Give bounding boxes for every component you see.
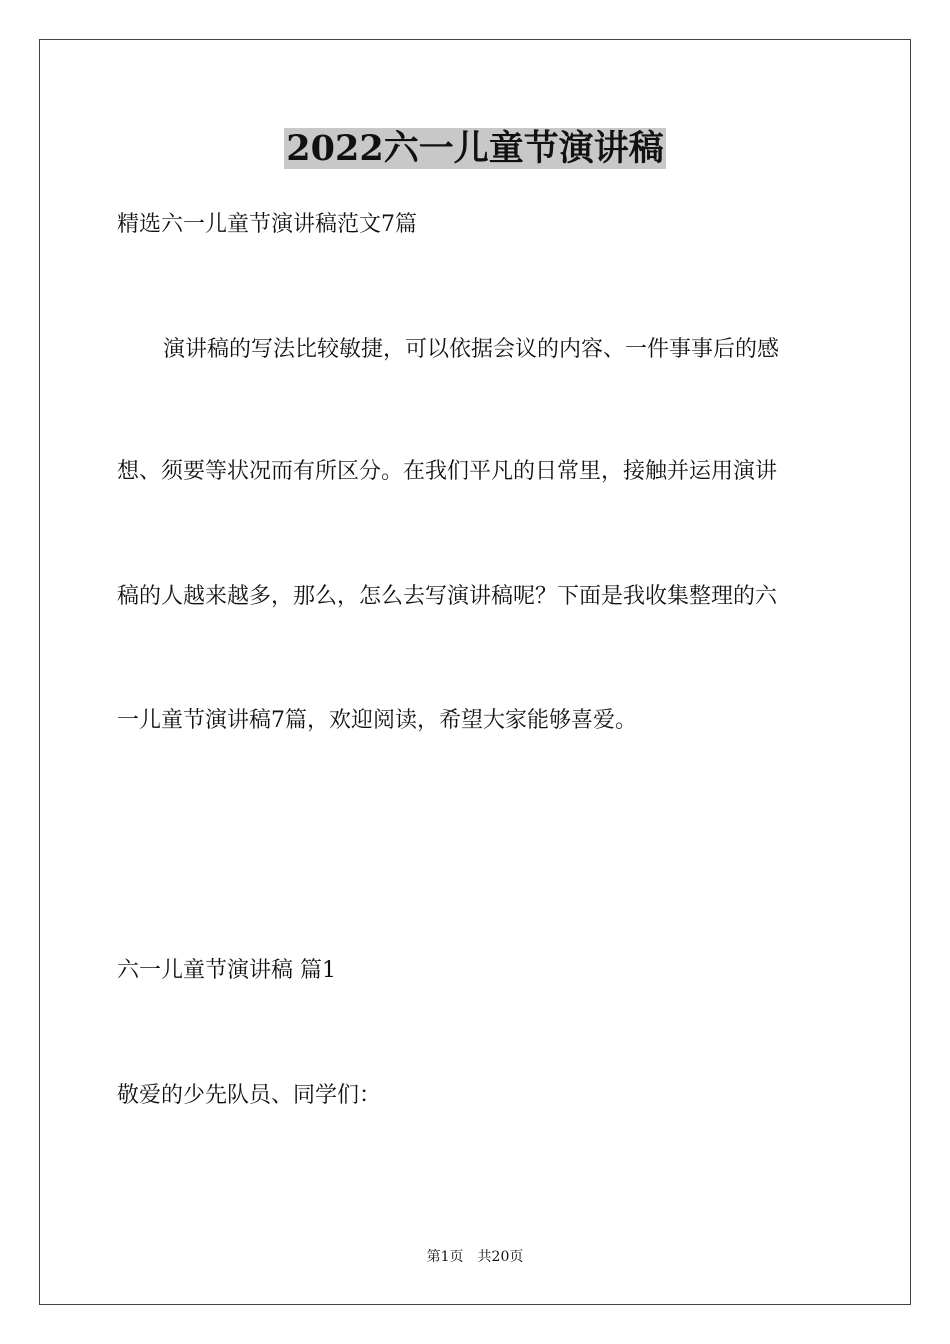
intro-line-3: 稿的人越来越多，那么，怎么去写演讲稿呢？下面是我收集整理的六 [117, 584, 778, 609]
document-title [0, 126, 950, 172]
intro-line-4: 一儿童节演讲稿7篇，欢迎阅读，希望大家能够喜爱。 [117, 708, 637, 733]
salutation: 敬爱的少先队员、同学们： [117, 1083, 382, 1108]
intro-line-2: 想、须要等状况而有所区分。在我们平凡的日常里，接触并运用演讲 [117, 459, 778, 484]
section-heading: 六一儿童节演讲稿 篇1 [117, 958, 336, 983]
page-number: 第1页 [426, 1249, 464, 1265]
page-total: 共20页 [477, 1249, 524, 1265]
document-subtitle: 精选六一儿童节演讲稿范文7篇 [117, 212, 417, 237]
document-title-text: 2022六一儿童节演讲稿 [286, 128, 664, 169]
page-footer [0, 1247, 950, 1267]
intro-line-1: 演讲稿的写法比较敏捷，可以依据会议的内容、一件事事后的感 [163, 337, 780, 362]
